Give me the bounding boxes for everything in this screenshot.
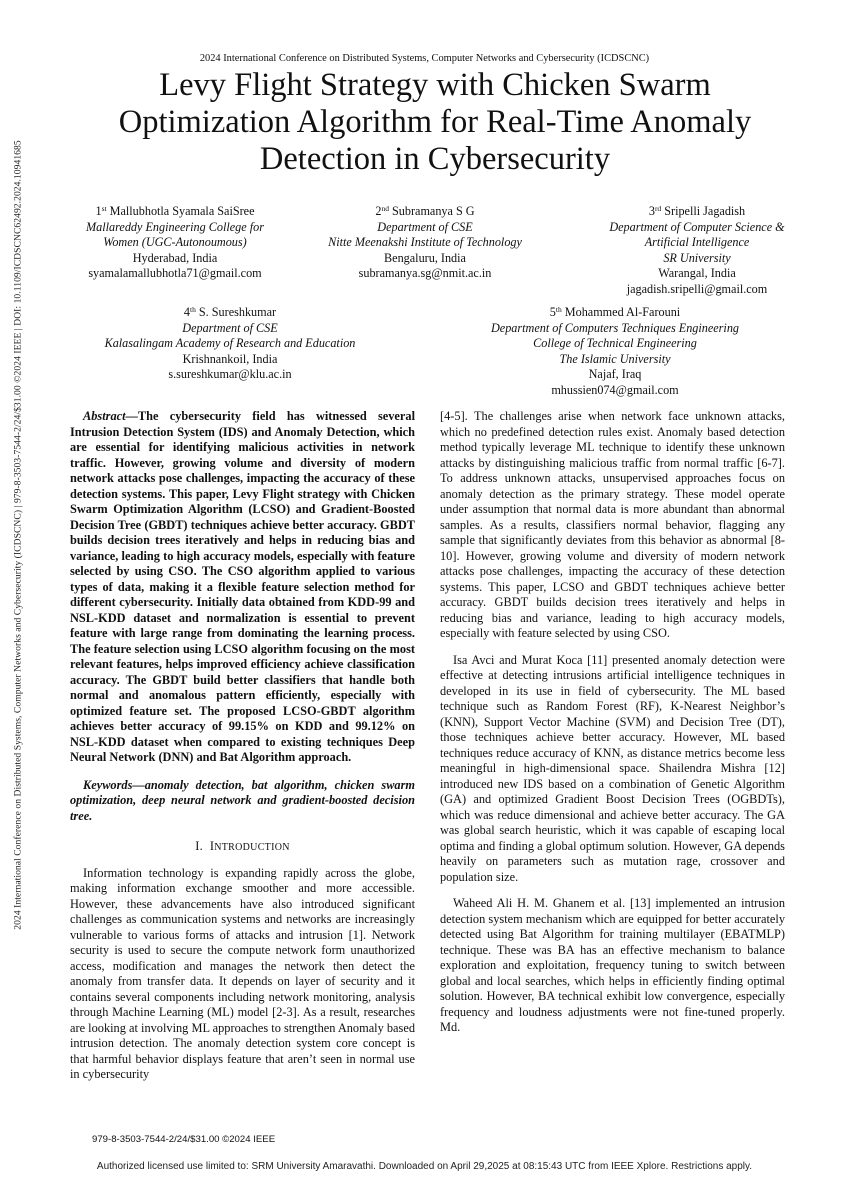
author-email: syamalamallubhotla71@gmail.com [88, 266, 262, 280]
author-dept: Department of CSE [377, 219, 473, 234]
author-dept: Department of CSE [182, 320, 278, 335]
author-email: s.sureshkumar@klu.ac.in [168, 367, 292, 381]
author-location: Hyderabad, India [132, 250, 218, 265]
author-location: Bengaluru, India [384, 250, 466, 265]
author-dept: Department of Computers Techniques Engineering [490, 320, 740, 335]
author-org2: SR University [663, 250, 731, 265]
intro-paragraph-2: [4-5]. The challenges arise when network face unknown attacks, which no predefined detection rules exist. Anomaly based detection method typically leverage ML technique to identify these unknown attacks by distinguishing malicious traffic from normal traffic [6-7]. To address unknown attacks, unsupervised approaches focus on anomaly detection as the primary strategy. These model operate under assumption that normal data is more abundant than abnormal samples. As a results, classifiers normal behavior, flagging any sample that significantly deviates from this behavior as abnormal [8-10]. However, growing volume and diversity of modern network attacks pose challenges, impacting the accuracy of these detection systems. This paper, LCSO and GBDT techniques achieve better accuracy. GBDT builds decision trees iteratively and helps in reducing bias and variance, leading to high accuracy models, especially with feature selected by using CSO. [440, 409, 785, 640]
author-org: College of Technical Engineering [533, 336, 697, 350]
doi-sidebar [10, 130, 26, 940]
author-location: Warangal, India [658, 266, 736, 280]
abstract-label: Abstract [83, 409, 126, 423]
right-column [440, 409, 785, 1036]
author-org: Kalasalingam Academy of Research and Education [104, 336, 356, 350]
author-dept: Department of Computer Science & [609, 219, 785, 234]
left-column [70, 409, 415, 1083]
abstract [70, 409, 415, 766]
keywords [70, 778, 415, 825]
author-org: Women (UGC-Autonoumous) [103, 235, 247, 249]
author-name: Mohammed Al-Farouni [564, 305, 681, 319]
paper-title: Levy Flight Strategy with Chicken Swarm Optimization Algorithm for Real-Time Anomaly Detection in Cybersecurity [118, 67, 752, 177]
doi-sidebar-text: 2024 International Conference on Distributed Systems, Computer Networks and Cybersecurity (ICDSCNC) | 979-8-3503-7544-2/24/$31.00 ©2024 IEEE | DOI: 10.1109/ICDSCNC62492.2024.10941685 [12, 140, 24, 930]
author-5: 5th Mohammed Al-Farouni Department of Computers Techniques Engineering College of Technical Engineering The Islamic University Najaf, Iraq mhussien074@gmail.com [460, 305, 770, 398]
author-4: 4th S. Sureshkumar Department of CSE Kalasalingam Academy of Research and Education Krishnankoil, India s.sureshkumar@klu.ac.in [80, 305, 380, 383]
intro-paragraph-1: Information technology is expanding rapidly across the globe, making information exchange smoother and more accessible. However, these advancements have also introduced significant challenges as communication systems and networks are increasingly vulnerable to various forms of attacks and intrusion [1]. Network security is used to secure the compute network form unauthorized access, modification and manages the network then detect the anomaly from transfer data. It depends on layer of security and it contains several components including network monitoring, analysis through Machine Learning (ML) model [2-3]. As a result, researches are looking at involving ML approaches to strengthen Anomaly based intrusion detection. The anomaly detection system core concept is that harmful behavior displays feature that aren’t seen in normal use in cybersecurity [70, 865, 415, 1081]
author-email: mhussien074@gmail.com [551, 382, 679, 397]
author-org2: The Islamic University [559, 351, 671, 366]
license-footer: Authorized licensed use limited to: SRM University Amaravathi. Downloaded on April 29,2025 at 08:15:43 UTC from IEEE Xplore. Restrictions apply. [96, 1161, 753, 1172]
conference-header: 2024 International Conference on Distributed Systems, Computer Networks and Cybersecurity (ICDSCNC) [199, 53, 650, 64]
copyright-footer: 979-8-3503-7544-2/24/$31.00 ©2024 IEEE [92, 1134, 276, 1145]
author-name: Sripelli Jagadish [664, 204, 746, 218]
author-3: 3rd Sripelli Jagadish Department of Computer Science & Artificial Intelligence SR University Warangal, India jagadish.sripelli@gmail.com [582, 204, 812, 297]
author-location: Krishnankoil, India [182, 351, 278, 366]
author-name: S. Sureshkumar [198, 305, 277, 319]
author-org: Nitte Meenakshi Institute of Technology [328, 235, 522, 249]
author-1: 1st Mallubhotla Syamala SaiSree Mallareddy Engineering College for Women (UGC-Autonoumous) Hyderabad, India syamalamallubhotla71@gmail.com [60, 204, 290, 282]
keywords-text: —anomaly detection, bat algorithm, chicken swarm optimization, deep neural network and gradient-boosted decision tree. [70, 777, 415, 823]
author-name: Mallubhotla Syamala SaiSree [109, 204, 255, 218]
intro-paragraph-3: Isa Avci and Murat Koca [11] presented anomaly detection were effective at detecting intrusions artificial intelligence techniques in developed in its use in field of cybersecurity. The ML based technique such as Random Forest (RF), K-Nearest Neighbor’s (KNN), Support Vector Machine (SVM) and Decision Tree (DT), those techniques achieve better accuracy. However, ML based techniques reduce accuracy of KNN, as distance metrics become less meaningful in high-dimensional space. Shailendra Mishra [12] introduced new IDS based on a combination of Genetic Algorithm (GA) and optimized Gradient Boost Decision Trees (OGBDTs), which was reduce dimensional and achieve better accuracy. The GA was global search heuristic, which it was capable of escaping local optima and finding a global optimum solution. However, GA depends heavily on parameters such as mutation rage, crossover and population size. [440, 652, 785, 884]
author-name: Subramanya S G [392, 204, 475, 218]
abstract-text: —The cybersecurity field has witnessed several Intrusion Detection System (IDS) and Anomaly Detection, which are essential for identifying malicious activities in network traffic. However, growing volume and diversity of modern network attacks pose challenges, impacting the accuracy of these detection systems. This paper, Levy Flight strategy with Chicken Swarm Optimization Algorithm (LCSO) and Gradient-Boosted Decision Tree (GBDT) techniques achieve better accuracy. GBDT builds decision trees iteratively and helps in reducing bias and variance, leading to high accuracy models, especially with feature selected by using CSO. The CSO algorithm applied to various types of data, making it a flexible feature selection method for different cybersecurity. Initially data obtained from KDD-99 and NSL-KDD dataset and normalization is essential to prevent feature with large range from dominating the learning process. The feature selection using LCSO algorithm focusing on the most relevant features, helps improved efficiency achieve classification accuracy. The GBDT build better classifiers that handle both normal and anomalous pattern efficiently, especially with optimized feature set. The proposed LCSO-GBDT algorithm achieves better accuracy of 99.15% on KDD and 99.12% on NSL-KDD dataset when compared to existing techniques Deep Neural Network (DNN) and Bat Algorithm approach. [70, 409, 415, 764]
keywords-label: Keywords [83, 777, 133, 792]
author-email: jagadish.sripelli@gmail.com [626, 281, 768, 296]
author-2: 2nd Subramanya S G Department of CSE Nitte Meenakshi Institute of Technology Bengaluru, India subramanya.sg@nmit.ac.in [300, 204, 550, 282]
author-location: Najaf, Iraq [588, 367, 642, 381]
intro-paragraph-4: Waheed Ali H. M. Ghanem et al. [13] implemented an intrusion detection system mechanism which are equipped for better accurately detected using Bat Algorithm for training multilayer (EBATMLP) technique. These was BA has an effective mechanism to balance exploration and exploitation, frequency tuning to switch between global and local searches, which helps in efficiently finding optimal solution. However, BA technical exhibit low convergence, especially frequency and loudness adjustments were not fine-tuned properly. Md. [440, 896, 785, 1034]
section-heading-introduction: I. INTRODUCTION [195, 839, 290, 853]
author-email: subramanya.sg@nmit.ac.in [358, 266, 492, 280]
author-dept: Mallareddy Engineering College for [86, 219, 264, 234]
author-org: Artificial Intelligence [644, 235, 750, 249]
